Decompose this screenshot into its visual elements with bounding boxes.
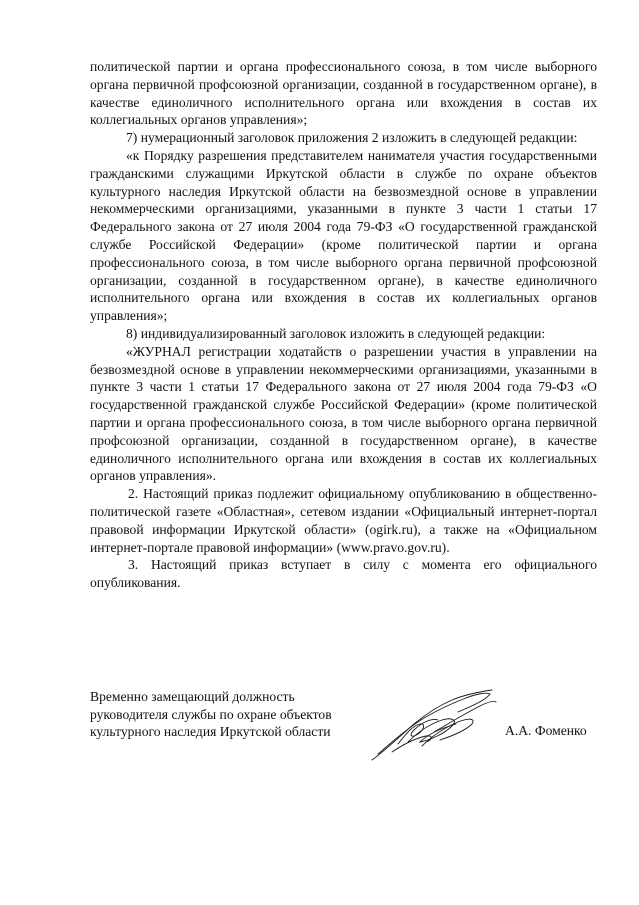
signatory-title-line: Временно замещающий должность [90,689,295,704]
signatory-title-line: руководителя службы по охране объектов [90,706,332,722]
signatory-name: А.А. Фоменко [505,723,587,738]
paragraph-item-7: 7) нумерационный заголовок приложения 2 изложить в следующей редакции: [126,130,578,146]
signatory-title [90,688,332,741]
paragraph-item-3-effective: 3. Настоящий приказ вступает в силу с момента его официального опубликования. [90,557,597,591]
paragraph-quote-journal-heading: «ЖУРНАЛ регистрации ходатайств о разрешении участия в управлении на безвозмездной основе в управлении некоммерческими организациями, указанными в пункте 3 части 1 статьи 17 Федерального закона от 27 июля 2004 года 79-ФЗ «О государственной гражданской службе Российской Федерации» (кроме политической партии и органа профессионального союза, в том числе выборного органа первичной профсоюзной организации, созданной в государственном органе), в качестве единоличного исполнительного органа или вхождения в состав их коллегиальных органов управления». [90,343,597,484]
handwritten-signature-icon [368,684,498,764]
document-body [90,58,597,592]
paragraph-continuation: политической партии и органа профессионального союза, в том числе выборного органа первичной профсоюзной организации, созданной в государственном органе), в качестве единоличного исполнительного органа или вхождения в состав их коллегиальных органов управления»; [90,59,597,128]
paragraph-item-8: 8) индивидуализированный заголовок изложить в следующей редакции: [126,325,546,341]
paragraph-item-2-publication: 2. Настоящий приказ подлежит официальному опубликованию в общественно-политической газете «Областная», сетевом издании «Официальный интернет-портал правовой информации Иркутской области» (ogirk.ru), а также на «Официальном интернет-портале правовой информации» (www.pravo.gov.ru). [90,486,597,555]
signatory-title-line: культурного наследия Иркутской области [90,724,331,740]
paragraph-quote-appendix-heading: «к Порядку разрешения представителем нанимателя участия государственными гражданскими служащими Иркутской области в службе по охране объектов культурного наследия Иркутской области на безвозмездной основе в управлении некоммерческими организациями, указанными в пункте 3 части 1 статьи 17 Федерального закона от 27 июля 2004 года 79-ФЗ «О государственной гражданской службе Российской Федерации» (кроме политической партии и органа профессионального союза, в том числе выборного органа первичной профсоюзной организации, созданной в государственном органе), в качестве единоличного исполнительного органа или вхождения в состав их коллегиальных органов управления»; [90,147,597,324]
